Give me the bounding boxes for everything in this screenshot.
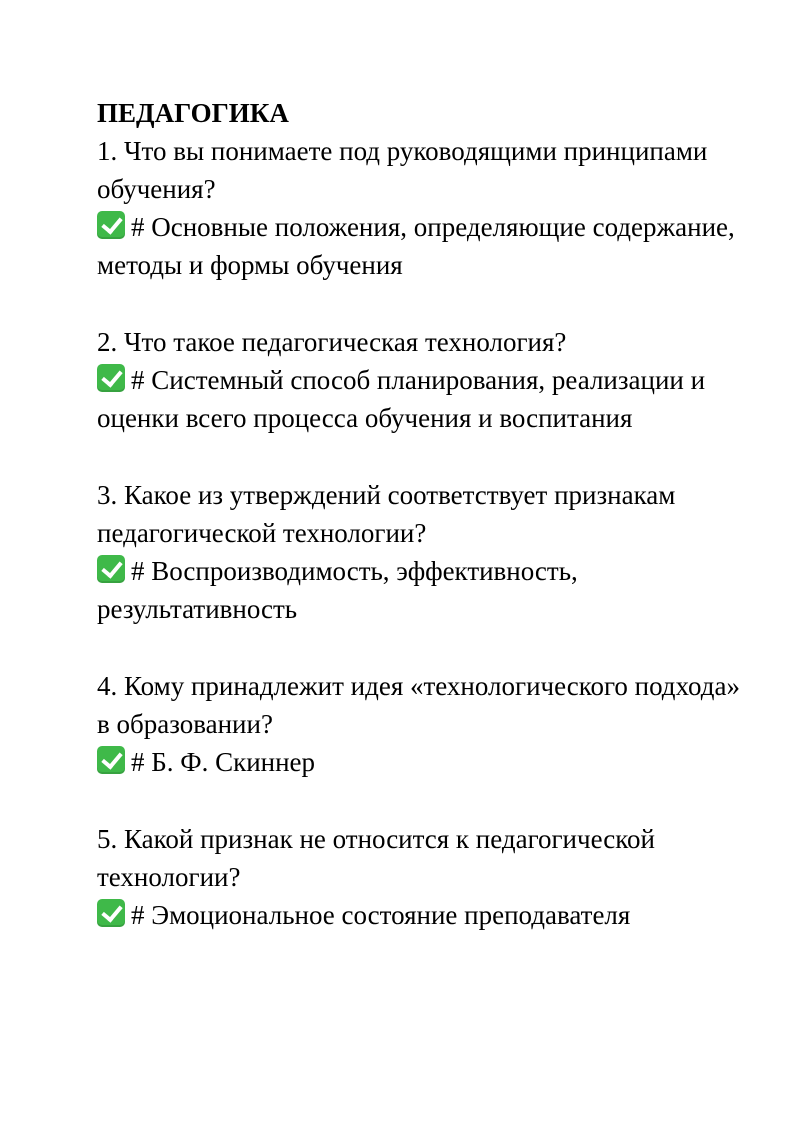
qa-item-4 xyxy=(97,667,757,781)
qa-item-2 xyxy=(97,323,757,437)
answer-line xyxy=(97,361,757,437)
check-mark-icon xyxy=(97,211,125,239)
answer-text: # Б. Ф. Скиннер xyxy=(131,747,316,777)
check-mark-icon xyxy=(97,364,125,392)
qa-item-3 xyxy=(97,476,757,628)
answer-text: # Системный способ планирования, реализации и оценки всего процесса обучения и воспитания xyxy=(97,365,706,433)
document-page xyxy=(97,94,757,934)
question-text: 2. Что такое педагогическая технология? xyxy=(97,327,567,357)
document-title: ПЕДАГОГИКА xyxy=(97,98,289,128)
answer-line xyxy=(97,208,757,284)
check-mark-icon xyxy=(97,746,125,774)
answer-line xyxy=(97,552,757,628)
answer-text: # Основные положения, определяющие содержание, методы и формы обучения xyxy=(97,212,735,280)
answer-line xyxy=(97,896,757,934)
check-mark-icon xyxy=(97,555,125,583)
answer-line xyxy=(97,743,757,781)
qa-item-5 xyxy=(97,820,757,934)
check-mark-icon xyxy=(97,899,125,927)
qa-item-1 xyxy=(97,132,757,284)
question-text: 5. Какой признак не относится к педагогической технологии? xyxy=(97,824,655,892)
question-text: 4. Кому принадлежит идея «технологического подхода» в образовании? xyxy=(97,671,740,739)
question-text: 1. Что вы понимаете под руководящими принципами обучения? xyxy=(97,136,708,204)
question-text: 3. Какое из утверждений соответствует признакам педагогической технологии? xyxy=(97,480,676,548)
answer-text: # Эмоциональное состояние преподавателя xyxy=(131,900,631,930)
answer-text: # Воспроизводимость, эффективность, результативность xyxy=(97,556,578,624)
